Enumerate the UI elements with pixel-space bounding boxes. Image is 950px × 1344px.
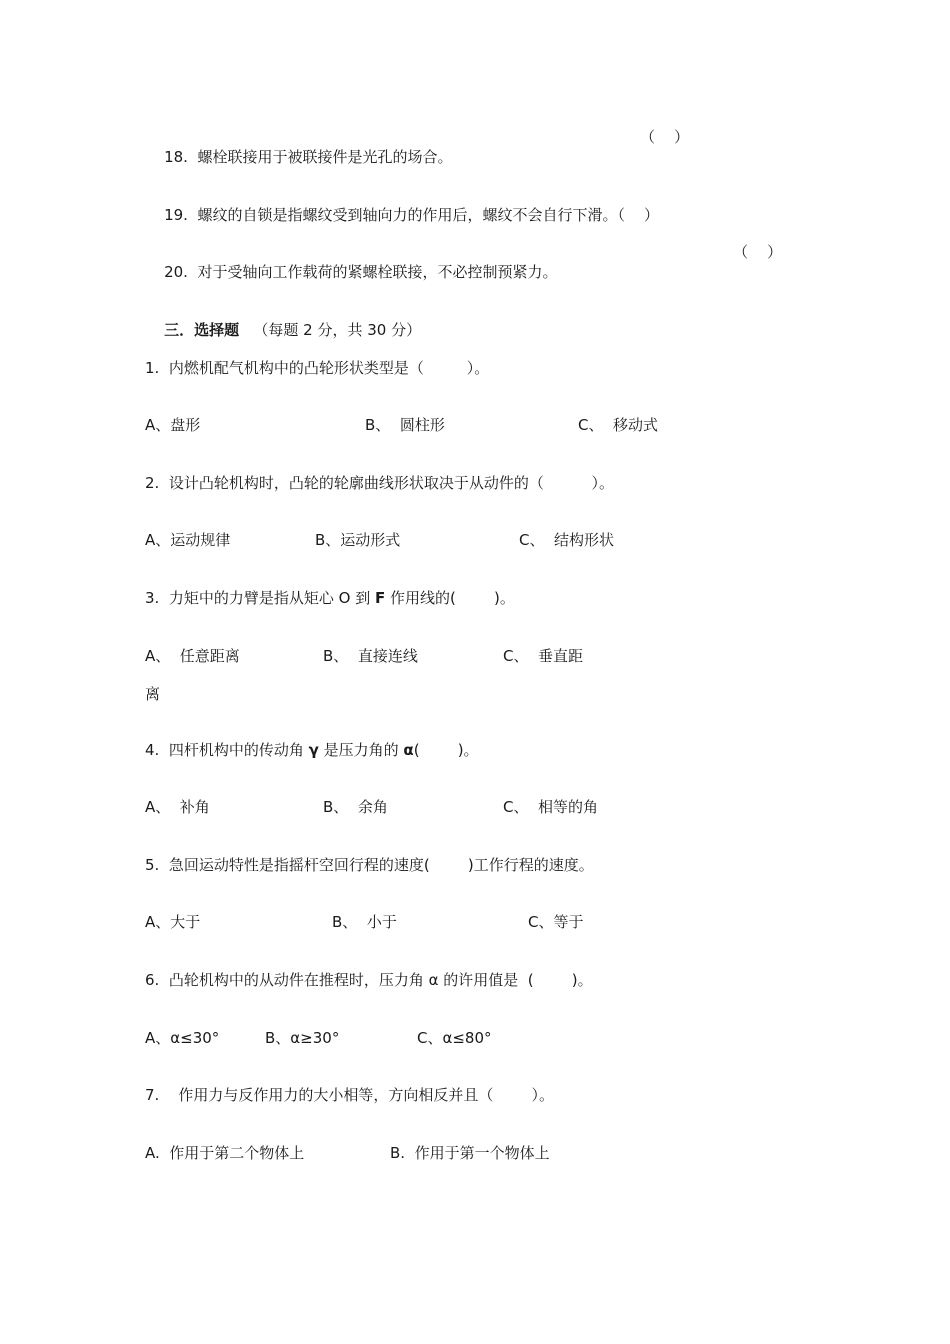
judgment-question-19 [145, 185, 659, 245]
option-c: C、 移动式 [578, 416, 659, 434]
judgment-question-18 [145, 127, 453, 187]
gamma-symbol: γ [308, 741, 319, 759]
stem-text: 3. 力矩中的力臂是指从矩心 O 到 [145, 589, 375, 607]
question-text: 螺纹的自锁是指螺纹受到轴向力的作用后，螺纹不会自行下滑。（ ） [197, 206, 660, 224]
answer-parenthesis: （ ） [640, 128, 690, 146]
choice-question-1: 1. 内燃机配气机构中的凸轮形状类型是（ ）。 [145, 359, 490, 377]
choice-question-7: 7. 作用力与反作用力的大小相等，方向相反并且（ ）。 [145, 1086, 555, 1104]
section-note: （每题 2 分，共 30 分） [253, 321, 422, 339]
section-title: 三．选择题 [164, 321, 240, 339]
question-text: 螺栓联接用于被联接件是光孔的场合。 [197, 148, 453, 166]
stem-text: 4. 四杆机构中的传动角 [145, 741, 309, 759]
option-c: C、等于 [528, 913, 584, 931]
option-a: A、运动规律 [145, 531, 231, 549]
option-c: C、 结构形状 [519, 531, 615, 549]
option-a: A、大于 [145, 913, 201, 931]
option-a: A、 任意距离 [145, 647, 240, 665]
alpha-symbol: α [403, 741, 414, 759]
option-b: B、运动形式 [315, 531, 401, 549]
option-c: C、 相等的角 [503, 798, 599, 816]
option-b: B、α≥30° [265, 1029, 340, 1047]
stem-text: 是压力角的 [318, 741, 404, 759]
option-c-continuation: 离 [145, 685, 161, 703]
option-c: C、 垂直距 [503, 647, 584, 665]
option-b: B、 余角 [323, 798, 388, 816]
choice-question-3 [145, 588, 515, 608]
option-a: A、α≤30° [145, 1029, 220, 1047]
stem-text: 作用线的( )。 [385, 589, 515, 607]
question-number: 19. [164, 206, 188, 224]
option-b: B、 直接连线 [323, 647, 418, 665]
stem-text: ( )。 [413, 741, 479, 759]
option-a: A、 补角 [145, 798, 210, 816]
question-number: 20. [164, 263, 188, 281]
option-a: A. 作用于第二个物体上 [145, 1144, 305, 1162]
option-a: A、盘形 [145, 416, 201, 434]
answer-parenthesis: （ ） [733, 243, 783, 261]
option-b: B、 小于 [332, 913, 397, 931]
question-number: 18. [164, 148, 188, 166]
force-symbol: F [374, 589, 386, 607]
choice-question-6: 6. 凸轮机构中的从动件在推程时，压力角 α 的许用值是 ( )。 [145, 971, 593, 989]
option-c: C、α≤80° [417, 1029, 492, 1047]
option-b: B、 圆柱形 [365, 416, 445, 434]
choice-question-4 [145, 740, 479, 760]
choice-question-2: 2. 设计凸轮机构时，凸轮的轮廓曲线形状取决于从动件的（ ）。 [145, 474, 615, 492]
section-heading [145, 300, 421, 360]
option-b: B. 作用于第一个物体上 [390, 1144, 550, 1162]
question-text: 对于受轴向工作载荷的紧螺栓联接，不必控制预紧力。 [197, 263, 558, 281]
judgment-question-20 [145, 242, 558, 302]
choice-question-5: 5. 急回运动特性是指摇杆空回行程的速度( )工作行程的速度。 [145, 856, 594, 874]
